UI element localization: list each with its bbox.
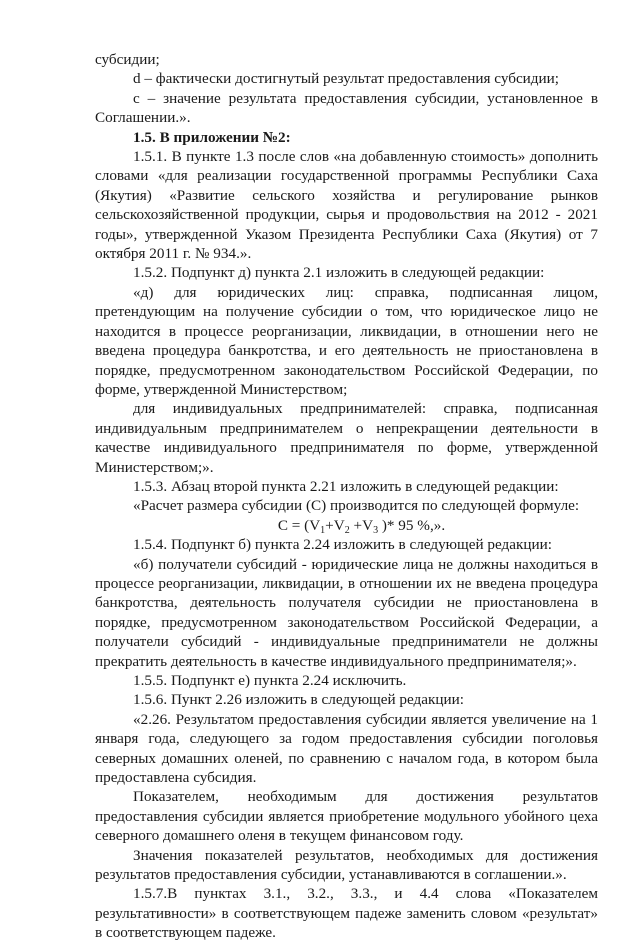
paragraph: Показателем, необходимым для достижения результатов предоставления субсидии является приобретение модульного убойного цеха северного домашнего оленя в текущем финансовом году. [95,788,598,845]
paragraph: 1.5.4. Подпункт б) пункта 2.24 изложить в следующей редакции: [133,536,552,554]
formula-subscript: 1 [320,524,326,536]
paragraph: d – фактически достигнутый результат предоставления субсидии; [133,70,560,88]
formula-part: )* 95 %,». [378,516,446,534]
formula-part: +V [349,516,374,534]
paragraph: c – значение результата предоставления субсидии, установленное в Соглашении.». [95,89,598,127]
paragraph: «б) получатели субсидий - юридические лица не должны находиться в процессе реорганизации, ликвидации, в отношении их не введена процедура банкротства, деятельность получателя субсидии не приостановлена в порядке, предусмотренном законодательством Российской Федерации, а получатели субсидий - индивидуальные предприниматели не должны прекратить деятельность в качестве индивидуального предпринимателя;». [95,555,598,670]
formula-part: С = (V [277,516,321,534]
paragraph: «д) для юридических лиц: справка, подписанная лицом, претендующим на получение субсидии о том, что юридическое лицо не находится в процессе реорганизации, ликвидации, в отношении него не введена процедура банкротства, и его деятельность не приостановлена в порядке, предусмотренном законодательством Российской Федерации, по форме, утвержденной Министерством; [95,283,598,398]
paragraph: 1.5.5. Подпункт е) пункта 2.24 исключить. [133,672,407,689]
paragraph: «Расчет размера субсидии (С) производится по следующей формуле: [133,497,580,515]
paragraph: 1.5.7.В пунктах 3.1., 3.2., 3.3., и 4.4 слова «Показателем результативности» в соответствующем падеже заменить словом «результат» в соответствующем падеже. [95,885,598,942]
paragraph: субсидии; [95,51,160,68]
paragraph: для индивидуальных предпринимателей: справка, подписанная индивидуальным предпринимателем о непрекращении деятельности в качестве индивидуального предпринимателя по форме, утвержденной Министерством;». [95,400,598,476]
paragraph: 1.5.3. Абзац второй пункта 2.21 изложить в следующей редакции: [133,477,559,495]
paragraph: 1.5.1. В пункте 1.3 после слов «на добавленную стоимость» дополнить словами «для реализации государственной программы Республики Саха (Якутия) «Развитие сельского хозяйства и регулирование рынков сельскохозяйственной продукции, сырья и продовольствия на 2012 - 2021 годы», утвержденной Указом Президента Республики Саха (Якутия) от 7 октября 2011 г. № 934.». [95,148,598,263]
document-body [95,50,598,943]
formula-part: +V [325,516,345,534]
formula-subscript: 3 [373,524,379,536]
paragraph: «2.26. Результатом предоставления субсидии является увеличение на 1 января года, следующего за годом предоставления субсидии поголовья северных домашних оленей, по сравнению с началом года, в котором была предоставлена субсидия. [95,710,598,787]
paragraph: 1.5.6. Пункт 2.26 изложить в следующей редакции: [133,691,464,709]
subsidy-formula [95,516,598,535]
paragraph: Значения показателей результатов, необходимых для достижения результатов предоставления субсидии, устанавливаются в соглашении.». [95,846,598,884]
paragraph: 1.5.2. Подпункт д) пункта 2.1 изложить в следующей редакции: [133,264,545,282]
formula-subscript: 2 [344,524,350,536]
section-heading: 1.5. В приложении №2: [133,128,291,146]
